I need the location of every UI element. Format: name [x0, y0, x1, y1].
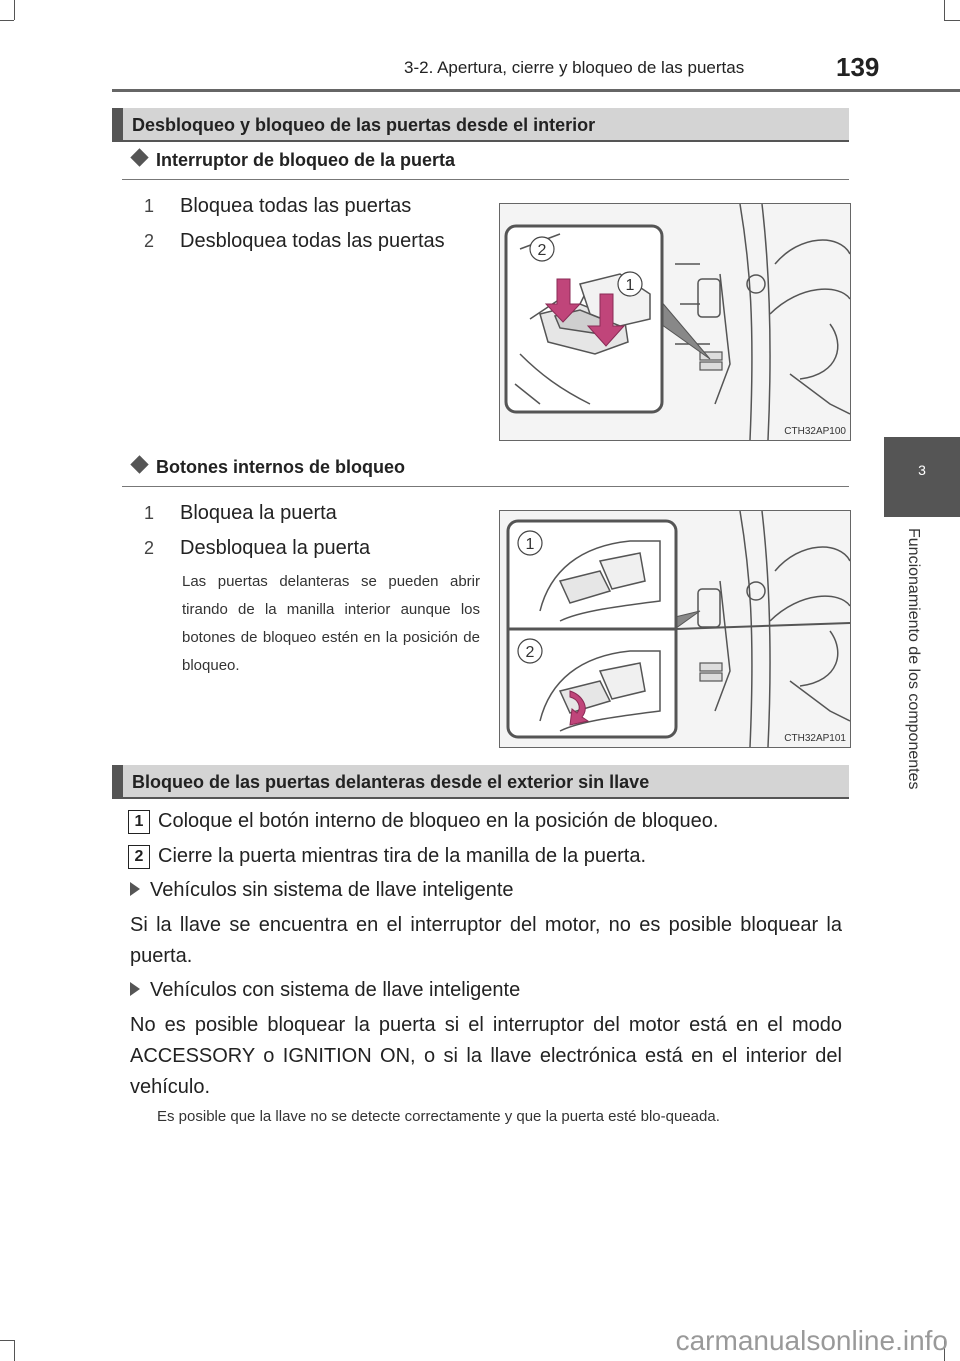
figure-lock-switch — [499, 203, 851, 441]
arrow-bullet-icon — [130, 982, 140, 996]
section-heading-interior-lock — [112, 108, 849, 142]
chapter-number: 3 — [918, 462, 926, 478]
running-header-section: 3-2. Apertura, cierre y bloqueo de las puertas — [404, 58, 745, 77]
subheading-lock-buttons: Botones internos de bloqueo — [130, 457, 405, 478]
condition-label: Vehículos sin sistema de llave inteligente — [130, 879, 514, 902]
callout-1: 1 — [525, 536, 535, 553]
section-title: Desbloqueo y bloqueo de las puertas desde el interior — [132, 115, 596, 135]
step-number: 1 — [128, 810, 150, 834]
body-paragraph: Si la llave se encuentra en el interruptor del motor, no es posible bloquear la puerta. — [130, 914, 842, 967]
chapter-label: Funcionamiento de los componentes — [905, 528, 922, 790]
condition-label: Vehículos con sistema de llave inteligente — [130, 979, 520, 1002]
list-item: 1 Bloquea la puerta — [144, 502, 337, 524]
crop-mark — [14, 0, 15, 20]
section-heading-exterior-lock — [112, 765, 849, 799]
subheading-rule — [122, 486, 849, 487]
body-paragraph: No es posible bloquear la puerta si el interruptor del motor está en el modo ACCESSORY o IGNITION ON, o si la llave electrónica está en el interior del vehículo. — [130, 1014, 842, 1098]
note-paragraph: Las puertas delanteras se pueden abrir tirando de la manilla interior aunque los botones de bloqueo estén en la posición de bloqueo. — [182, 573, 480, 674]
section-marker — [112, 108, 123, 142]
figure-code: CTH32AP100 — [784, 426, 846, 437]
crop-mark — [944, 0, 945, 20]
callout-1: 1 — [625, 277, 635, 294]
step-item: 1 Coloque el botón interno de bloqueo en la posición de bloqueo. — [128, 810, 718, 834]
figure-code: CTH32AP101 — [784, 733, 846, 744]
subheading-lock-switch: Interruptor de bloqueo de la puerta — [130, 150, 455, 171]
crop-mark — [0, 1340, 14, 1341]
list-item: 1 Bloquea todas las puertas — [144, 195, 412, 217]
illustration-interior-lock-button — [500, 511, 850, 747]
diamond-bullet-icon — [130, 148, 148, 166]
illustration-door-lock-switch — [500, 204, 850, 440]
figure-lock-buttons — [499, 510, 851, 748]
step-number: 2 — [128, 845, 150, 869]
callout-2: 2 — [537, 242, 547, 259]
arrow-bullet-icon — [130, 882, 140, 896]
section-title: Bloqueo de las puertas delanteras desde el exterior sin llave — [132, 772, 650, 792]
list-item: 2 Desbloquea la puerta — [144, 537, 371, 559]
header-rule — [112, 89, 960, 92]
watermark: carmanualsonline.info — [675, 1325, 948, 1356]
crop-mark — [944, 20, 960, 21]
page-number: 139 — [836, 52, 880, 82]
list-item: 2 Desbloquea todas las puertas — [144, 230, 445, 252]
crop-mark — [14, 1340, 15, 1361]
callout-2: 2 — [525, 644, 535, 661]
note-paragraph: Es posible que la llave no se detecte correctamente y que la puerta esté blo-queada. — [157, 1108, 720, 1125]
diamond-bullet-icon — [130, 455, 148, 473]
section-marker — [112, 765, 123, 799]
crop-mark — [0, 20, 14, 21]
step-item: 2 Cierre la puerta mientras tira de la manilla de la puerta. — [128, 845, 646, 869]
subheading-rule — [122, 179, 849, 180]
